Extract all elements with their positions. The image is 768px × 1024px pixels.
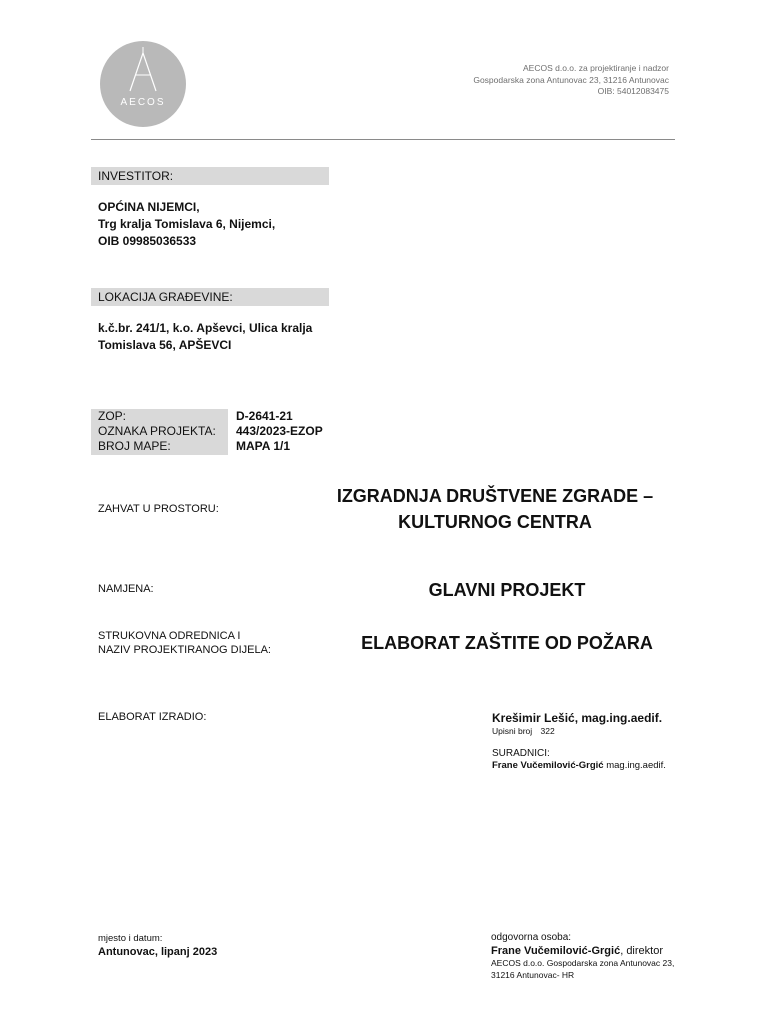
header-divider	[91, 139, 675, 140]
zop-label: ZOP:	[98, 409, 127, 423]
broj-mape-label: BROJ MAPE:	[98, 439, 171, 453]
zop-value: D-2641-21	[236, 409, 293, 423]
strukovna-label-line-2: NAZIV PROJEKTIRANOG DIJELA:	[98, 644, 271, 656]
logo-text: AECOS	[120, 97, 166, 108]
company-address-line: Gospodarska zona Antunovac 23, 31216 Antunovac	[473, 74, 669, 85]
upisni-broj-label: Upisni broj	[492, 726, 533, 736]
namjena-title: GLAVNI PROJEKT	[428, 580, 586, 600]
place-date-block	[98, 933, 217, 959]
broj-mape-value: MAPA 1/1	[236, 439, 291, 453]
suradnici-label: SURADNICI:	[492, 748, 550, 759]
upisni-broj	[492, 726, 666, 737]
strukovna-label	[98, 629, 271, 657]
zahvat-title	[300, 483, 690, 535]
company-name-line: AECOS d.o.o. za projektiranje i nadzor	[523, 63, 669, 73]
elaborat-author: Krešimir Lešić, mag.ing.aedif.	[492, 711, 663, 725]
responsible-role: , direktor	[620, 945, 663, 957]
project-info-labels	[91, 409, 228, 455]
elaborat-author-block	[492, 710, 666, 772]
investitor-address: Trg kralja Tomislava 6, Nijemci,	[98, 217, 276, 231]
responsible-name: Frane Vučemilović-Grgić	[491, 945, 621, 957]
investitor-oib: OIB 09985036533	[98, 234, 197, 248]
strukovna-title: ELABORAT ZAŠTITE OD POŽARA	[361, 633, 653, 653]
oznaka-projekta-label: OZNAKA PROJEKTA:	[98, 424, 216, 438]
project-info-values	[236, 409, 323, 454]
responsible-address-line-1: AECOS d.o.o. Gospodarska zona Antunovac 23,	[491, 958, 675, 968]
responsible-person	[491, 944, 674, 958]
zahvat-title-line-2: KULTURNOG CENTRA	[398, 512, 592, 532]
responsible-address	[491, 958, 674, 981]
lokacija-details	[98, 320, 312, 354]
suradnik	[492, 760, 666, 772]
upisni-broj-number: 322	[540, 726, 555, 736]
zahvat-title-line-1: IZGRADNJA DRUŠTVENE ZGRADE –	[336, 486, 654, 506]
lokacija-line-1: k.č.br. 241/1, k.o. Apševci, Ulica kralja	[98, 321, 313, 335]
suradnik-title: mag.ing.aedif.	[606, 760, 666, 771]
investitor-label: INVESTITOR:	[91, 167, 329, 185]
responsible-label: odgovorna osoba:	[491, 932, 572, 943]
suradnik-name: Frane Vučemilović-Grgić	[492, 760, 604, 771]
elaborat-label: ELABORAT IZRADIO:	[98, 711, 207, 723]
place-date-value: Antunovac, lipanj 2023	[98, 946, 218, 958]
company-oib-line: OIB: 54012083475	[597, 86, 669, 96]
investitor-name: OPĆINA NIJEMCI,	[98, 200, 200, 214]
strukovna-label-line-1: STRUKOVNA ODREDNICA I	[98, 630, 241, 642]
responsible-person-block	[491, 931, 674, 981]
lokacija-line-2: Tomislava 56, APŠEVCI	[98, 338, 232, 352]
namjena-label: NAMJENA:	[98, 583, 154, 595]
investitor-details	[98, 199, 275, 250]
oznaka-projekta-value: 443/2023-EZOP	[236, 424, 323, 438]
company-info	[473, 63, 669, 98]
responsible-address-line-2: 31216 Antunovac- HR	[491, 969, 575, 980]
company-logo	[100, 41, 186, 127]
logo-a-mark-icon	[100, 41, 186, 127]
zahvat-label: ZAHVAT U PROSTORU:	[98, 503, 219, 515]
lokacija-label: LOKACIJA GRAĐEVINE:	[91, 288, 329, 306]
place-date-label: mjesto i datum:	[98, 933, 163, 944]
